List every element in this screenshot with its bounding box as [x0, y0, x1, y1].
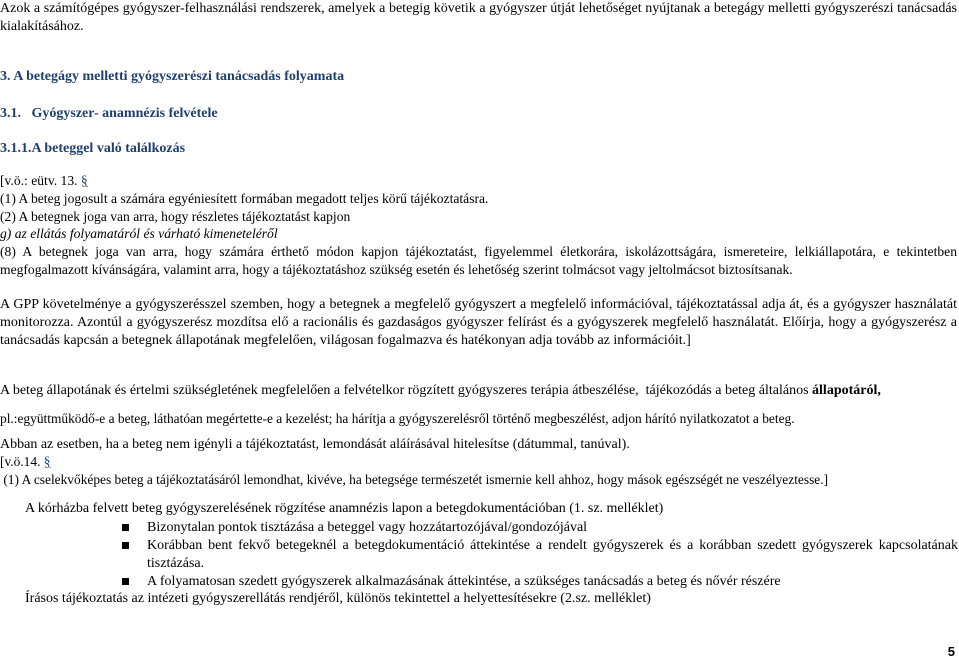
- page-number: 5: [947, 644, 955, 659]
- paragraph-sign-link[interactable]: §: [80, 173, 88, 188]
- bullet-list: [120, 519, 958, 591]
- list-item: [120, 537, 958, 573]
- list-item: [120, 573, 958, 591]
- law-reference-14-text: [v.ö.14.: [0, 454, 44, 469]
- law-paragraph-8: (8) A betegnek joga van arra, hogy számára érthető módon kapjon tájékoztatást, figyelemmel életkorára, iskolázottságára, ismereteire, lelkiállapotára, e tekintetben megfogalmazott kívánságára, valamint arra, hogy a tájékoztatáshoz szükség esetén és lehetőség szerint tolmácsot vagy jeltolmácsot biztosítsanak.: [0, 244, 957, 277]
- list-item-text: A folyamatosan szedett gyógyszerek alkalmazásának áttekintése, a szükséges tanácsadás a beteg és nővér részére: [147, 574, 781, 589]
- written-info-paragraph: Írásos tájékoztatás az intézeti gyógyszerellátás rendjéről, különös tekintettel a helyettesítésekre (2.sz. melléklet): [25, 591, 651, 606]
- gpp-paragraph: A GPP követelménye a gyógyszerésszel szemben, hogy a betegnek a megfelelő gyógyszert a megfelelő információval, tájékoztatással adja át, és a gyógyszer használatát monitorozza. Azontúl a gyógyszerész mozdítsa elő a racionális és gazdaságos gyógyszer felírást és a gyógyszerek megfelelő használatát. Előírja, hogy a gyógyszerész a tanácsadás kapcsán a betegnek állapotának megfelelően, világosan fogalmazva és hatékonyan adja tovább az információit.]: [0, 297, 957, 348]
- example-paragraph: pl.:együttműködő-e a beteg, láthatóan megértette-e a kezelést; ha hárítja a gyógyszerelésről történő megbeszélést, adjon hárító nyilatkozatot a beteg.: [0, 411, 795, 426]
- patient-state-paragraph: [0, 382, 957, 400]
- list-item: [120, 519, 958, 537]
- bullet-square-icon: [122, 542, 129, 549]
- law-reference-text: [v.ö.: eütv. 13.: [0, 173, 81, 188]
- record-paragraph: A kórházba felvett beteg gyógyszerelésének rögzítése anamnézis lapon a betegdokumentációban (1. sz. melléklet): [25, 501, 664, 516]
- patient-state-text: A beteg állapotának és értelmi szükségletének megfelelően a felvételkor rögzített gyógyszeres terápia átbeszélése, tájékozódás a beteg általános: [0, 383, 813, 398]
- heading-3-1-1: 3.1.1.A beteggel való találkozás: [0, 141, 186, 156]
- heading-3: 3. A betegágy melletti gyógyszerészi tanácsadás folyamata: [0, 69, 345, 84]
- paragraph-sign-link-14[interactable]: §: [43, 454, 51, 469]
- law-reference: [0, 172, 957, 190]
- list-item-text: Bizonytalan pontok tisztázása a beteggel vagy hozzátartozójával/gondozójával: [147, 520, 588, 535]
- law-point-g: g) az ellátás folyamatáról és várható kimeneteléről: [0, 226, 278, 241]
- patient-state-bold: állapotáról,: [812, 383, 881, 398]
- refusal-paragraph: Abban az esetben, ha a beteg nem igényli a tájékoztatást, lemondását aláírásával hitelesítse (dátummal, tanúval).: [0, 437, 630, 452]
- law-paragraph-1: (1) A beteg jogosult a számára egyéniesített formában megadott teljes körű tájékoztatásra.: [0, 191, 489, 206]
- list-item-text: Korábban bent fekvő betegeknél a betegdokumentáció áttekintése a rendelt gyógyszerek és a korábban szedett gyógyszerek kapcsolatának tisztázása.: [147, 538, 958, 571]
- law-14-paragraph-1: (1) A cselekvőképes beteg a tájékoztatásáról lemondhat, kivéve, ha betegsége természetét ismernie kell ahhoz, hogy mások egészségét ne veszélyeztesse.]: [0, 472, 829, 487]
- intro-paragraph: Azok a számítógépes gyógyszer-felhasználási rendszerek, amelyek a betegig követik a gyógyszer útját lehetőséget nyújtanak a betegágy melletti gyógyszerészi tanácsadás kialakításához.: [0, 1, 957, 34]
- law-paragraph-2: (2) A betegnek joga van arra, hogy részletes tájékoztatást kapjon: [0, 209, 351, 224]
- bullet-square-icon: [122, 578, 129, 585]
- law-reference-14: [0, 453, 957, 471]
- bullet-square-icon: [122, 524, 129, 531]
- heading-3-1: 3.1. Gyógyszer- anamnézis felvétele: [0, 106, 218, 121]
